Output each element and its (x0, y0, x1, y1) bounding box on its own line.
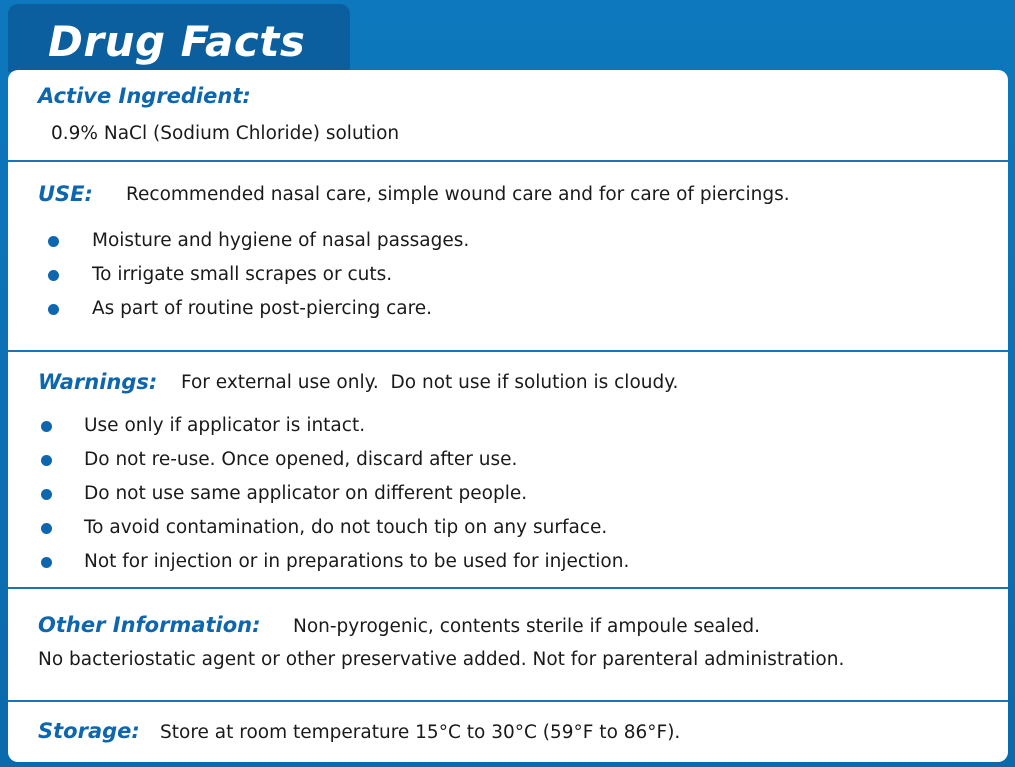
section-use (8, 162, 1008, 352)
bullet-icon (48, 304, 59, 315)
bullet-icon (41, 455, 52, 466)
use-item-text: As part of routine post-piercing care. (92, 298, 433, 319)
warnings-list-item (41, 409, 629, 443)
use-list-item (48, 224, 469, 258)
use-item-text: To irrigate small scrapes or cuts. (92, 264, 393, 285)
use-heading: USE: (38, 182, 93, 206)
other-information-heading: Other Information: (38, 613, 261, 637)
warnings-list-item (41, 511, 629, 545)
facts-panel (8, 70, 1008, 762)
bullet-icon (41, 421, 52, 432)
warnings-heading: Warnings: (38, 370, 158, 394)
warnings-text: For external use only. Do not use if solution is cloudy. (181, 372, 679, 393)
use-list-item (48, 258, 469, 292)
active-ingredient-heading: Active Ingredient: (38, 84, 251, 108)
warnings-item-text: Do not re-use. Once opened, discard after use. (84, 449, 518, 470)
section-active-ingredient (8, 70, 1008, 162)
other-information-text: Non-pyrogenic, contents sterile if ampoule sealed. (293, 616, 761, 637)
storage-heading: Storage: (38, 719, 140, 743)
warnings-item-text: Do not use same applicator on different people. (84, 483, 528, 504)
use-list-item (48, 292, 469, 326)
bullet-icon (41, 523, 52, 534)
warnings-item-text: To avoid contamination, do not touch tip on any surface. (84, 517, 608, 538)
bullet-icon (41, 489, 52, 500)
warnings-list (41, 409, 629, 579)
other-information-text-2: No bacteriostatic agent or other preservative added. Not for parenteral administration. (38, 649, 845, 670)
use-item-text: Moisture and hygiene of nasal passages. (92, 230, 470, 251)
title-tab (8, 4, 350, 72)
active-ingredient-text: 0.9% NaCl (Sodium Chloride) solution (51, 123, 400, 144)
warnings-list-item (41, 477, 629, 511)
page-title: Drug Facts (48, 17, 306, 66)
section-other-information (8, 589, 1008, 702)
use-text: Recommended nasal care, simple wound care and for care of piercings. (126, 184, 790, 205)
bullet-icon (41, 557, 52, 568)
warnings-item-text: Use only if applicator is intact. (84, 415, 366, 436)
warnings-list-item (41, 443, 629, 477)
bullet-icon (48, 236, 59, 247)
section-warnings (8, 352, 1008, 589)
warnings-item-text: Not for injection or in preparations to be used for injection. (84, 551, 630, 572)
use-list (48, 224, 469, 326)
section-storage (8, 702, 1008, 762)
bullet-icon (48, 270, 59, 281)
storage-text: Store at room temperature 15°C to 30°C (59°F to 86°F). (160, 722, 681, 743)
warnings-list-item (41, 545, 629, 579)
